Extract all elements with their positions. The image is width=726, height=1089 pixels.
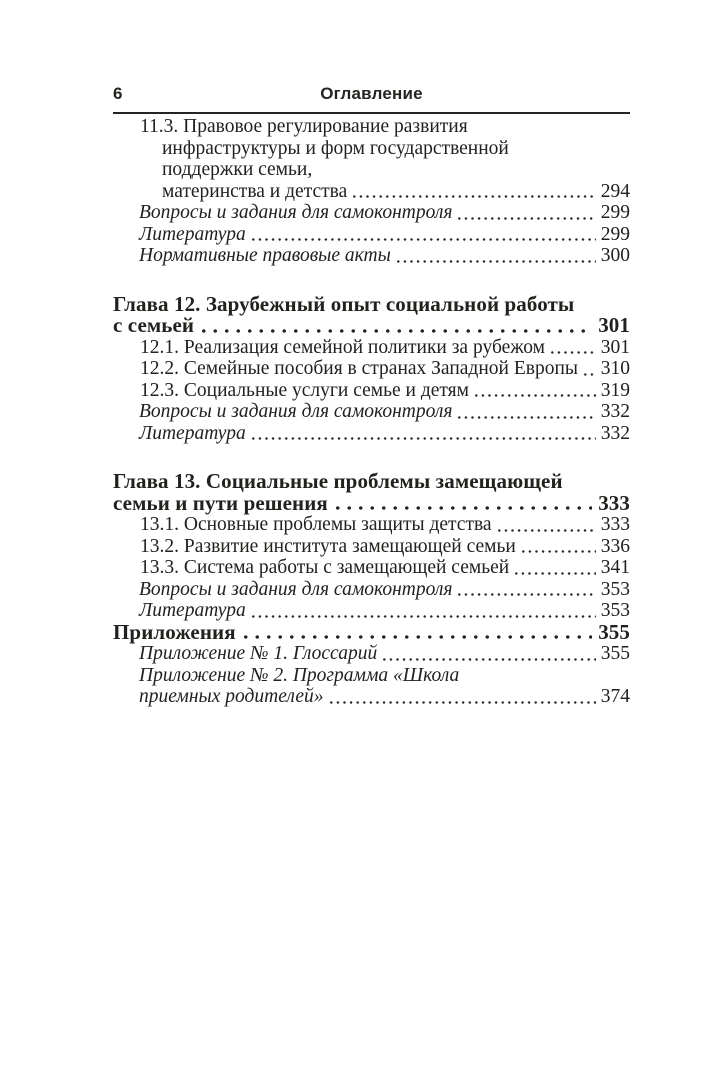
toc-entry-line [113,686,630,708]
toc-entry-page: 319 [600,379,630,401]
toc-entry-line [113,358,630,380]
toc-entry-line [113,557,630,579]
toc-entry-text: Литература [139,223,246,245]
dot-leader [198,315,592,337]
toc-entry-page: 300 [600,245,630,266]
toc-entry-line [113,181,630,203]
toc-entry-text: приемных родителей» [139,686,324,707]
toc-entry-text: Литература [139,422,246,444]
toc-entry-page: 353 [600,600,630,621]
toc-entry-line: инфраструктуры и форм государственной [162,137,509,159]
toc-entry [113,600,630,622]
toc-entry-page: 353 [600,578,630,600]
page-number: 6 [113,84,123,103]
toc-entry-page: 333 [598,490,630,515]
toc-entry-page: 355 [598,619,630,644]
toc-entry-page: 341 [600,557,630,578]
toc-entry-line [113,423,630,445]
toc-entry [113,536,630,558]
toc-entry-line [113,490,630,515]
toc-entry-line [113,224,630,246]
toc-entry-text: 12.2. Семейные пособия в странах Западной Европы [140,358,578,379]
toc-entry-line [113,600,630,622]
toc-entry-line: Глава 13. Социальные проблемы замещающей [113,469,563,493]
dot-leader [328,686,596,708]
toc-entry-line: поддержки семьи, [162,159,313,180]
toc-entry-page: 333 [600,514,630,535]
toc-entry-page: 355 [600,643,630,664]
dot-leader [240,622,592,644]
toc-entry-line [113,315,630,337]
toc-group [113,471,630,708]
toc-entry-line [113,337,630,359]
toc-entry-text: Приложения [113,619,236,644]
dot-leader [332,493,592,515]
toc-entry [113,245,630,267]
dot-leader [549,337,596,359]
dot-leader [381,643,596,665]
toc-entry-text: 13.1. Основные проблемы защиты детства [140,514,492,535]
dot-leader [395,245,596,267]
page-content [113,0,630,708]
toc-entry [113,643,630,665]
toc-entry-page: 299 [600,202,630,223]
toc-entry-line: 11.3. Правовое регулирование развития [140,116,468,137]
toc-entry-line [113,202,630,224]
toc-entry-text: 12.1. Реализация семейной политики за рубежом [140,336,545,358]
toc-entry-text: материнства и детства [162,180,348,202]
dot-leader [250,224,596,246]
toc-group [113,291,630,445]
toc-entry-line [113,643,630,665]
dot-leader [456,202,595,224]
page-header [113,84,630,114]
toc-entry-text: Вопросы и задания для самоконтроля [139,202,453,223]
toc-group [113,116,630,267]
toc-entry-line [113,536,630,558]
dot-leader [513,557,596,579]
dot-leader [473,380,596,402]
dot-leader [520,536,596,558]
toc-entry [113,224,630,246]
toc-entry-line [113,380,630,402]
toc-entry-text: Вопросы и задания для самоконтроля [139,578,453,600]
header-title: Оглавление [320,84,423,103]
dot-leader [496,514,596,536]
dot-leader [351,181,596,203]
toc-entry-page: 294 [600,180,630,202]
dot-leader [582,358,596,380]
toc-entry-page: 332 [600,401,630,422]
toc-entry-text: Вопросы и задания для самоконтроля [139,401,453,422]
toc-entry [113,665,630,708]
toc-entry-text: с семьей [113,313,195,337]
toc-entry-text: Приложение № 1. Глоссарий [139,643,378,664]
toc-entry [113,514,630,536]
toc-entry-line: Приложение № 2. Программа «Школа [139,664,460,686]
toc-entry [113,202,630,224]
toc-entry [113,116,630,202]
toc-entry-page: 332 [600,422,630,444]
dot-leader [250,600,596,622]
toc-entry-text: 13.3. Система работы с замещающей семьей [140,557,510,578]
toc-entry-text: Нормативные правовые акты [139,245,391,266]
toc-entry-text: 13.2. Развитие института замещающей семьи [140,535,516,557]
dot-leader [456,579,595,601]
toc-entry-text: семьи и пути решения [113,490,328,515]
toc-entry-page: 310 [600,358,630,379]
toc [113,116,630,708]
toc-entry [113,557,630,579]
toc-entry [113,358,630,380]
toc-entry [113,291,630,337]
toc-entry-page: 374 [600,686,630,707]
dot-leader [250,423,596,445]
toc-entry-page: 301 [598,313,630,337]
toc-entry-page: 336 [600,535,630,557]
toc-entry-text: Литература [139,600,246,621]
toc-entry [113,471,630,514]
toc-entry-line [113,514,630,536]
toc-entry [113,423,630,445]
dot-leader [456,401,595,423]
toc-entry-page: 301 [600,336,630,358]
toc-entry [113,619,630,644]
toc-entry-text: 12.3. Социальные услуги семье и детям [140,379,469,401]
toc-entry-line [113,619,630,644]
toc-entry-line: Глава 12. Зарубежный опыт социальной работы [113,291,575,316]
toc-entry [113,380,630,402]
toc-entry-line [113,245,630,267]
toc-entry-line [113,401,630,423]
toc-entry [113,579,630,601]
toc-entry [113,401,630,423]
toc-entry-page: 299 [600,223,630,245]
toc-entry-line [113,579,630,601]
toc-entry [113,337,630,359]
